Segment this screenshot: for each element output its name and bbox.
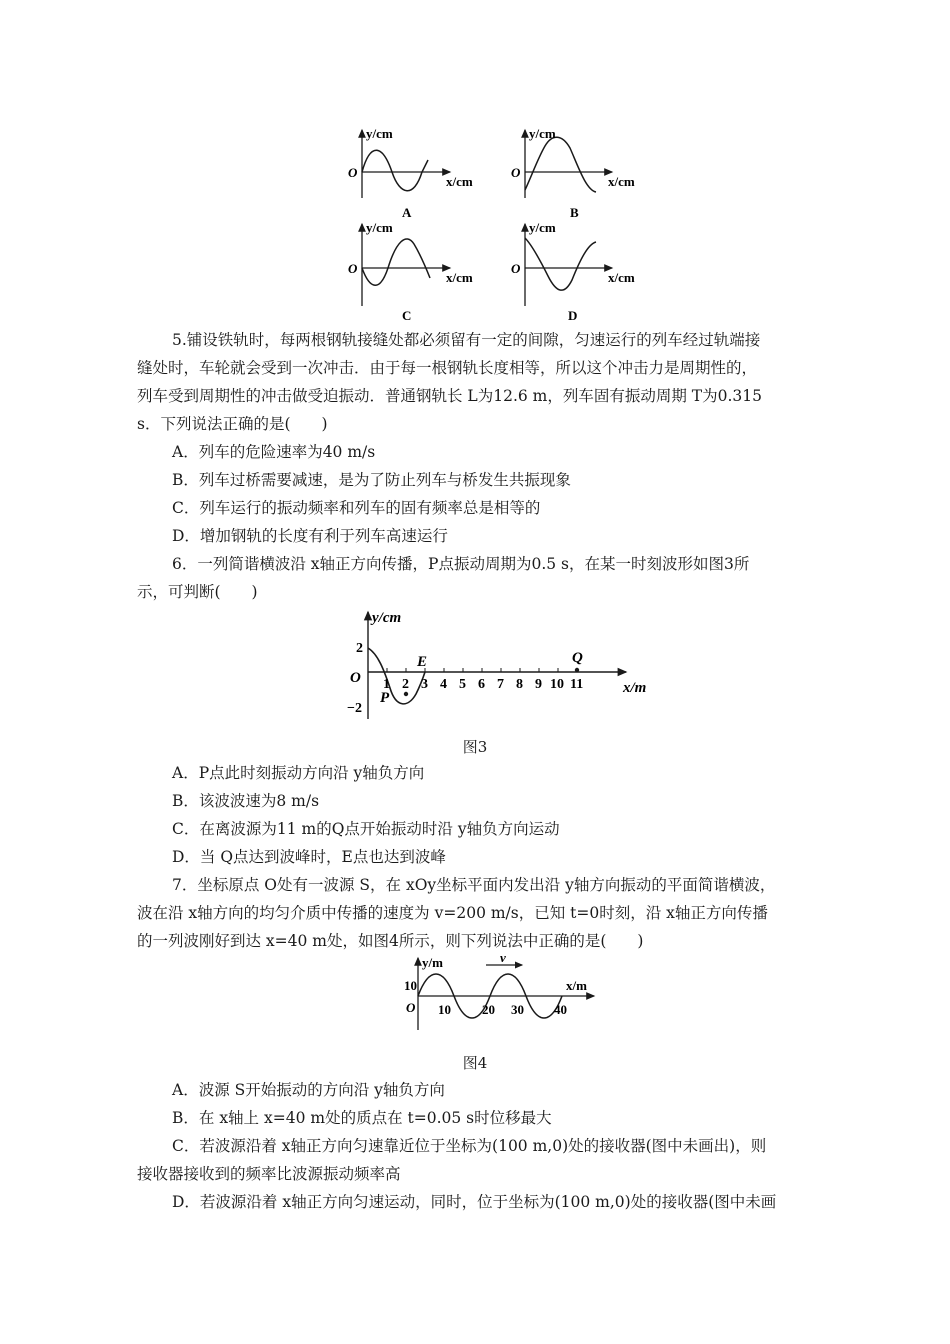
q6-option-a: A．P点此时刻振动方向沿 y轴负方向 [172, 764, 425, 782]
q7-option-a: A．波源 S开始振动的方向沿 y轴负方向 [172, 1081, 445, 1099]
q7-option-b: B．在 x轴上 x=40 m处的质点在 t=0.05 s时位移最大 [172, 1109, 552, 1127]
figure-4 [398, 950, 598, 1034]
panel-a-y-label: y/cm [366, 126, 393, 141]
fig3-label-q: Q [572, 650, 583, 666]
fig3-x-tick: 11 [570, 677, 584, 692]
panel-d-label: D [568, 308, 578, 323]
q5-option-c: C．列车运行的振动频率和列车的固有频率总是相等的 [172, 499, 541, 517]
q5-line-3: 列车受到周期性的冲击做受迫振动．普通钢轨长 L为12.6 m，列车固有振动周期 T为0.315 [137, 387, 762, 405]
fig3-x-tick: 2 [402, 677, 409, 692]
panel-a-origin: O [348, 165, 358, 180]
panel-b [511, 126, 635, 220]
q6-option-b: B．该波波速为8 m/s [172, 792, 320, 810]
q5-line-4: s．下列说法正确的是( ) [137, 415, 328, 433]
panel-c-x-label: x/cm [446, 270, 473, 285]
fig3-label-e: E [417, 654, 428, 670]
fig4-x-tick: 10 [438, 1002, 451, 1017]
q5-option-d: D．增加钢轨的长度有利于列车高速运行 [172, 527, 448, 545]
panel-b-origin: O [511, 165, 521, 180]
fig3-x-tick: 9 [535, 677, 542, 692]
panel-a-label: A [402, 205, 412, 220]
fig4-velocity-label: v [500, 950, 506, 965]
panel-b-x-label: x/cm [608, 174, 635, 189]
wave-options-figure [340, 120, 660, 323]
fig4-y-label: y/m [422, 955, 443, 970]
fig3-y-label: y/cm [372, 610, 402, 626]
fig4-y-tick: 10 [404, 978, 417, 993]
fig3-x-label: x/m [623, 680, 647, 696]
q7-option-d: D．若波源沿着 x轴正方向匀速运动，同时，位于坐标为(100 m,0)处的接收器(图中未画 [172, 1193, 777, 1211]
q6-option-c: C．在离波源为11 m的Q点开始振动时沿 y轴负方向运动 [172, 820, 560, 838]
figure-4-caption: 图4 [462, 1054, 488, 1072]
fig3-point-p [404, 692, 408, 696]
q5-line-2: 缝处时，车轮就会受到一次冲击．由于每一根钢轨长度相等，所以这个冲击力是周期性的， [137, 359, 758, 377]
fig3-x-tick: 3 [421, 677, 428, 692]
q5-option-b: B．列车过桥需要减速，是为了防止列车与桥发生共振现象 [172, 471, 571, 489]
q5-line-1: 5.铺设铁轨时，每两根钢轨接缝处都必须留有一定的间隙，匀速运行的列车经过轨端接 [172, 331, 761, 349]
panel-c [348, 220, 473, 323]
panel-c-label: C [402, 308, 412, 323]
panel-c-y-label: y/cm [366, 220, 393, 235]
panel-b-y-label: y/cm [529, 126, 556, 141]
fig4-x-tick: 30 [511, 1002, 524, 1017]
panel-a [348, 126, 473, 220]
fig3-x-tick: 7 [497, 677, 504, 692]
fig3-x-tick: 6 [478, 677, 485, 692]
fig4-x-tick: 40 [554, 1002, 567, 1017]
fig3-y-tick-2: 2 [356, 641, 363, 656]
panel-d-origin: O [511, 261, 521, 276]
fig3-y-tick-neg2: −2 [347, 701, 362, 716]
panel-a-x-label: x/cm [446, 174, 473, 189]
q7-option-c: C．若波源沿着 x轴正方向匀速靠近位于坐标为(100 m,0)处的接收器(图中未画出)，则 [172, 1137, 767, 1155]
fig4-x-tick: 20 [482, 1002, 495, 1017]
q6-option-d: D．当 Q点达到波峰时，E点也达到波峰 [172, 848, 446, 866]
fig3-x-tick: 4 [440, 677, 447, 692]
panel-d-y-label: y/cm [529, 220, 556, 235]
q7-line-3: 的一列波刚好到达 x=40 m处，如图4所示，则下列说法中正确的是( ) [137, 932, 644, 950]
q7-line-2: 波在沿 x轴方向的均匀介质中传播的速度为 v=200 m/s，已知 t=0时刻，沿 x轴正方向传播 [137, 904, 768, 922]
q7-line-1: 7．坐标原点 O处有一波源 S，在 xOy坐标平面内发出沿 y轴方向振动的平面简谐横波， [172, 876, 776, 894]
q7-option-c-cont: 接收器接收到的频率比波源振动频率高 [137, 1165, 401, 1183]
figure-3-caption: 图3 [462, 738, 488, 756]
panel-c-origin: O [348, 261, 358, 276]
q6-line-1: 6．一列简谐横波沿 x轴正方向传播，P点振动周期为0.5 s，在某一时刻波形如图3所 [172, 555, 750, 573]
q6-line-2: 示，可判断( ) [137, 583, 258, 601]
fig3-x-tick: 1 [383, 677, 390, 692]
figure-3 [338, 604, 647, 724]
fig3-x-tick: 8 [516, 677, 523, 692]
panel-d [511, 220, 635, 323]
q5-option-a: A．列车的危险速率为40 m/s [172, 443, 376, 461]
fig3-x-tick: 10 [550, 677, 564, 692]
fig3-point-q [575, 668, 579, 672]
fig3-x-tick: 5 [459, 677, 466, 692]
fig3-origin: O [350, 670, 361, 686]
fig4-origin: O [406, 1000, 416, 1015]
fig3-label-p: P [380, 690, 390, 706]
panel-d-x-label: x/cm [608, 270, 635, 285]
fig4-x-label: x/m [566, 978, 587, 993]
panel-b-label: B [570, 205, 579, 220]
